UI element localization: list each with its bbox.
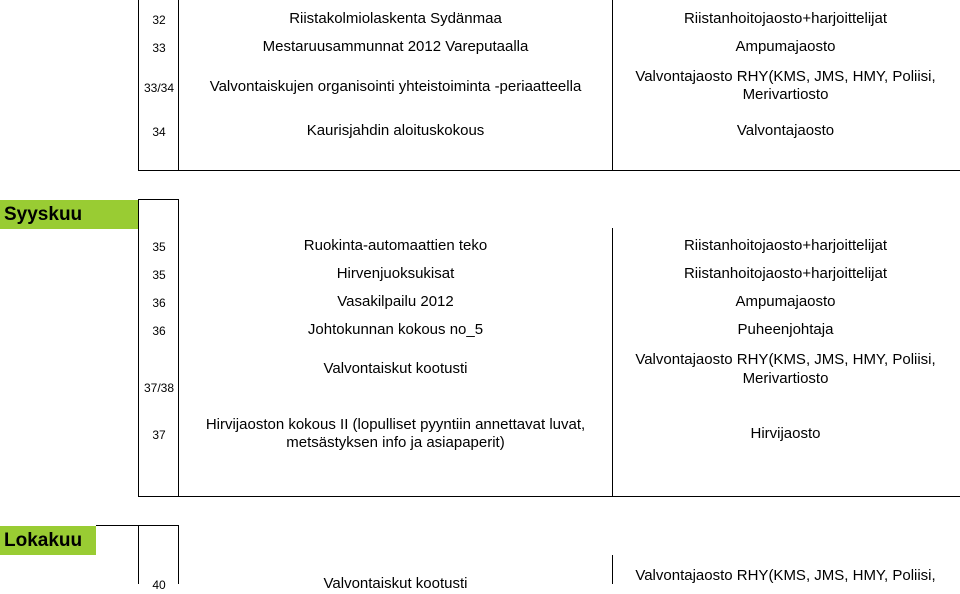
- activity-text: Ruokinta-automaattien teko: [303, 237, 488, 254]
- activity-text: Valvontaiskut kootusti: [323, 575, 468, 592]
- week-number: 33/34: [143, 81, 175, 95]
- organizer-text-line2: Merivartiosto: [742, 86, 829, 103]
- table-border-bottom: [138, 496, 960, 497]
- activity-text: Vasakilpailu 2012: [337, 293, 454, 310]
- table-border-top: [138, 199, 178, 200]
- activity-text: Hirvenjuoksukisat: [336, 265, 455, 282]
- organizer-text: Hirvijaosto: [750, 425, 821, 442]
- organizer-text: Puheenjohtaja: [737, 321, 834, 338]
- month-header-lokakuu: Lokakuu: [0, 526, 96, 555]
- week-number: 35: [152, 240, 166, 254]
- organizer-text: Valvontajaosto RHY(KMS, JMS, HMY, Poliisi,: [635, 567, 936, 584]
- activity-text: Valvontaiskujen organisointi yhteistoiminta -periaatteella: [209, 78, 582, 95]
- week-number: 36: [152, 324, 166, 338]
- organizer-text: Ampumajaosto: [735, 38, 836, 55]
- table-border-left: [138, 199, 139, 497]
- activity-text: Riistakolmiolaskenta Sydänmaa: [289, 10, 502, 27]
- activity-text: Kaurisjahdin aloituskokous: [306, 122, 485, 139]
- week-number: 35: [152, 268, 166, 282]
- organizer-text: Valvontajaosto RHY(KMS, JMS, HMY, Poliisi,: [635, 68, 936, 85]
- week-number: 33: [152, 41, 166, 55]
- activity-text: Hirvijaoston kokous II (lopulliset pyyntiin annettavat luvat,: [205, 416, 586, 433]
- activity-text: Valvontaiskut kootusti: [323, 360, 468, 377]
- organizer-text: Riistanhoitojaosto+harjoittelijat: [683, 237, 888, 254]
- week-number: 36: [152, 296, 166, 310]
- table-border-bottom: [138, 170, 960, 171]
- table-border-left: [138, 525, 139, 584]
- week-number: 34: [152, 125, 166, 139]
- organizer-text: Valvontajaosto RHY(KMS, JMS, HMY, Poliisi,: [635, 351, 936, 368]
- week-number: 37: [152, 428, 166, 442]
- activity-text-line2: metsästyksen info ja asiapaperit): [286, 434, 505, 451]
- organizer-text: Ampumajaosto: [735, 293, 836, 310]
- table-border-top: [96, 525, 178, 526]
- table-border-left: [138, 0, 139, 171]
- week-number: 40: [152, 578, 166, 592]
- week-number: 32: [152, 13, 166, 27]
- organizer-text-line2: Merivartiosto: [742, 370, 829, 387]
- activity-text: Mestaruusammunnat 2012 Vareputaalla: [262, 38, 529, 55]
- organizer-text: Riistanhoitojaosto+harjoittelijat: [683, 265, 888, 282]
- week-number: 37/38: [143, 381, 175, 395]
- month-header-syyskuu: Syyskuu: [0, 200, 138, 229]
- activity-text: Johtokunnan kokous no_5: [307, 321, 484, 338]
- organizer-text: Valvontajaosto: [736, 122, 835, 139]
- organizer-text: Riistanhoitojaosto+harjoittelijat: [683, 10, 888, 27]
